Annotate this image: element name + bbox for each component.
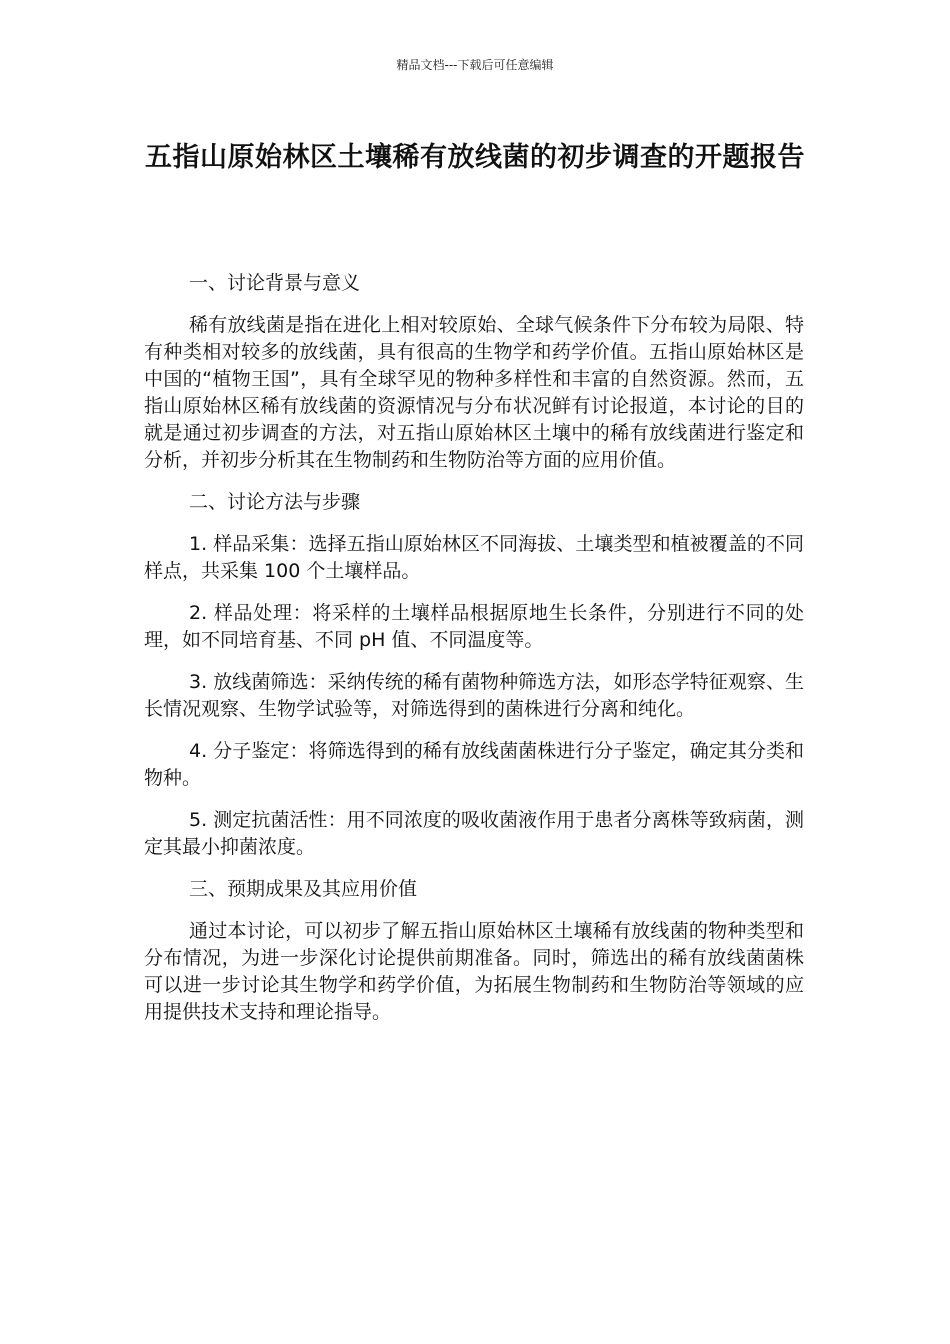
paragraph-outcomes: 通过本讨论，可以初步了解五指山原始林区土壤稀有放线菌的物种类型和分布情况，为进一步深化讨论提供前期准备。同时，筛选出的稀有放线菌菌株可以进一步讨论其生物学和药学价值，为拓展生物制药和生物防治等领域的应用提供技术支持和理论指导。 xyxy=(144,920,804,1023)
paragraph-background: 稀有放线菌是指在进化上相对较原始、全球气候条件下分布较为局限、特有种类相对较多的放线菌，具有很高的生物学和药学价值。五指山原始林区是中国的“植物王国”，具有全球罕见的物种多样性和丰富的自然资源。然而，五指山原始林区稀有放线菌的资源情况与分布状况鲜有讨论报道，本讨论的目的就是通过初步调查的方法，对五指山原始林区土壤中的稀有放线菌进行鉴定和分析，并初步分析其在生物制药和生物防治等方面的应用价值。 xyxy=(144,314,804,471)
section-heading-outcomes: 三、预期成果及其应用价值 xyxy=(189,878,418,900)
document-body xyxy=(144,270,804,1041)
document-title: 五指山原始林区土壤稀有放线菌的初步调查的开题报告 xyxy=(145,142,805,173)
section-heading-background: 一、讨论背景与意义 xyxy=(189,272,361,294)
paragraph-method-processing: 2. 样品处理：将采样的土壤样品根据原地生长条件，分别进行不同的处理，如不同培育基、不同 pH 值、不同温度等。 xyxy=(144,602,804,651)
paragraph-method-sampling: 1. 样品采集：选择五指山原始林区不同海拔、土壤类型和植被覆盖的不同样点，共采集 100 个土壤样品。 xyxy=(144,533,804,582)
paragraph-method-identification: 4. 分子鉴定：将筛选得到的稀有放线菌菌株进行分子鉴定，确定其分类和物种。 xyxy=(144,740,804,789)
page-header: 精品文档---下载后可任意编辑 xyxy=(396,58,554,72)
paragraph-method-antibacterial: 5. 测定抗菌活性：用不同浓度的吸收菌液作用于患者分离株等致病菌，测定其最小抑菌浓度。 xyxy=(144,809,804,858)
paragraph-method-screening: 3. 放线菌筛选：采纳传统的稀有菌物种筛选方法，如形态学特征观察、生长情况观察、生物学试验等，对筛选得到的菌株进行分离和纯化。 xyxy=(144,671,804,720)
section-heading-methods: 二、讨论方法与步骤 xyxy=(189,491,361,513)
